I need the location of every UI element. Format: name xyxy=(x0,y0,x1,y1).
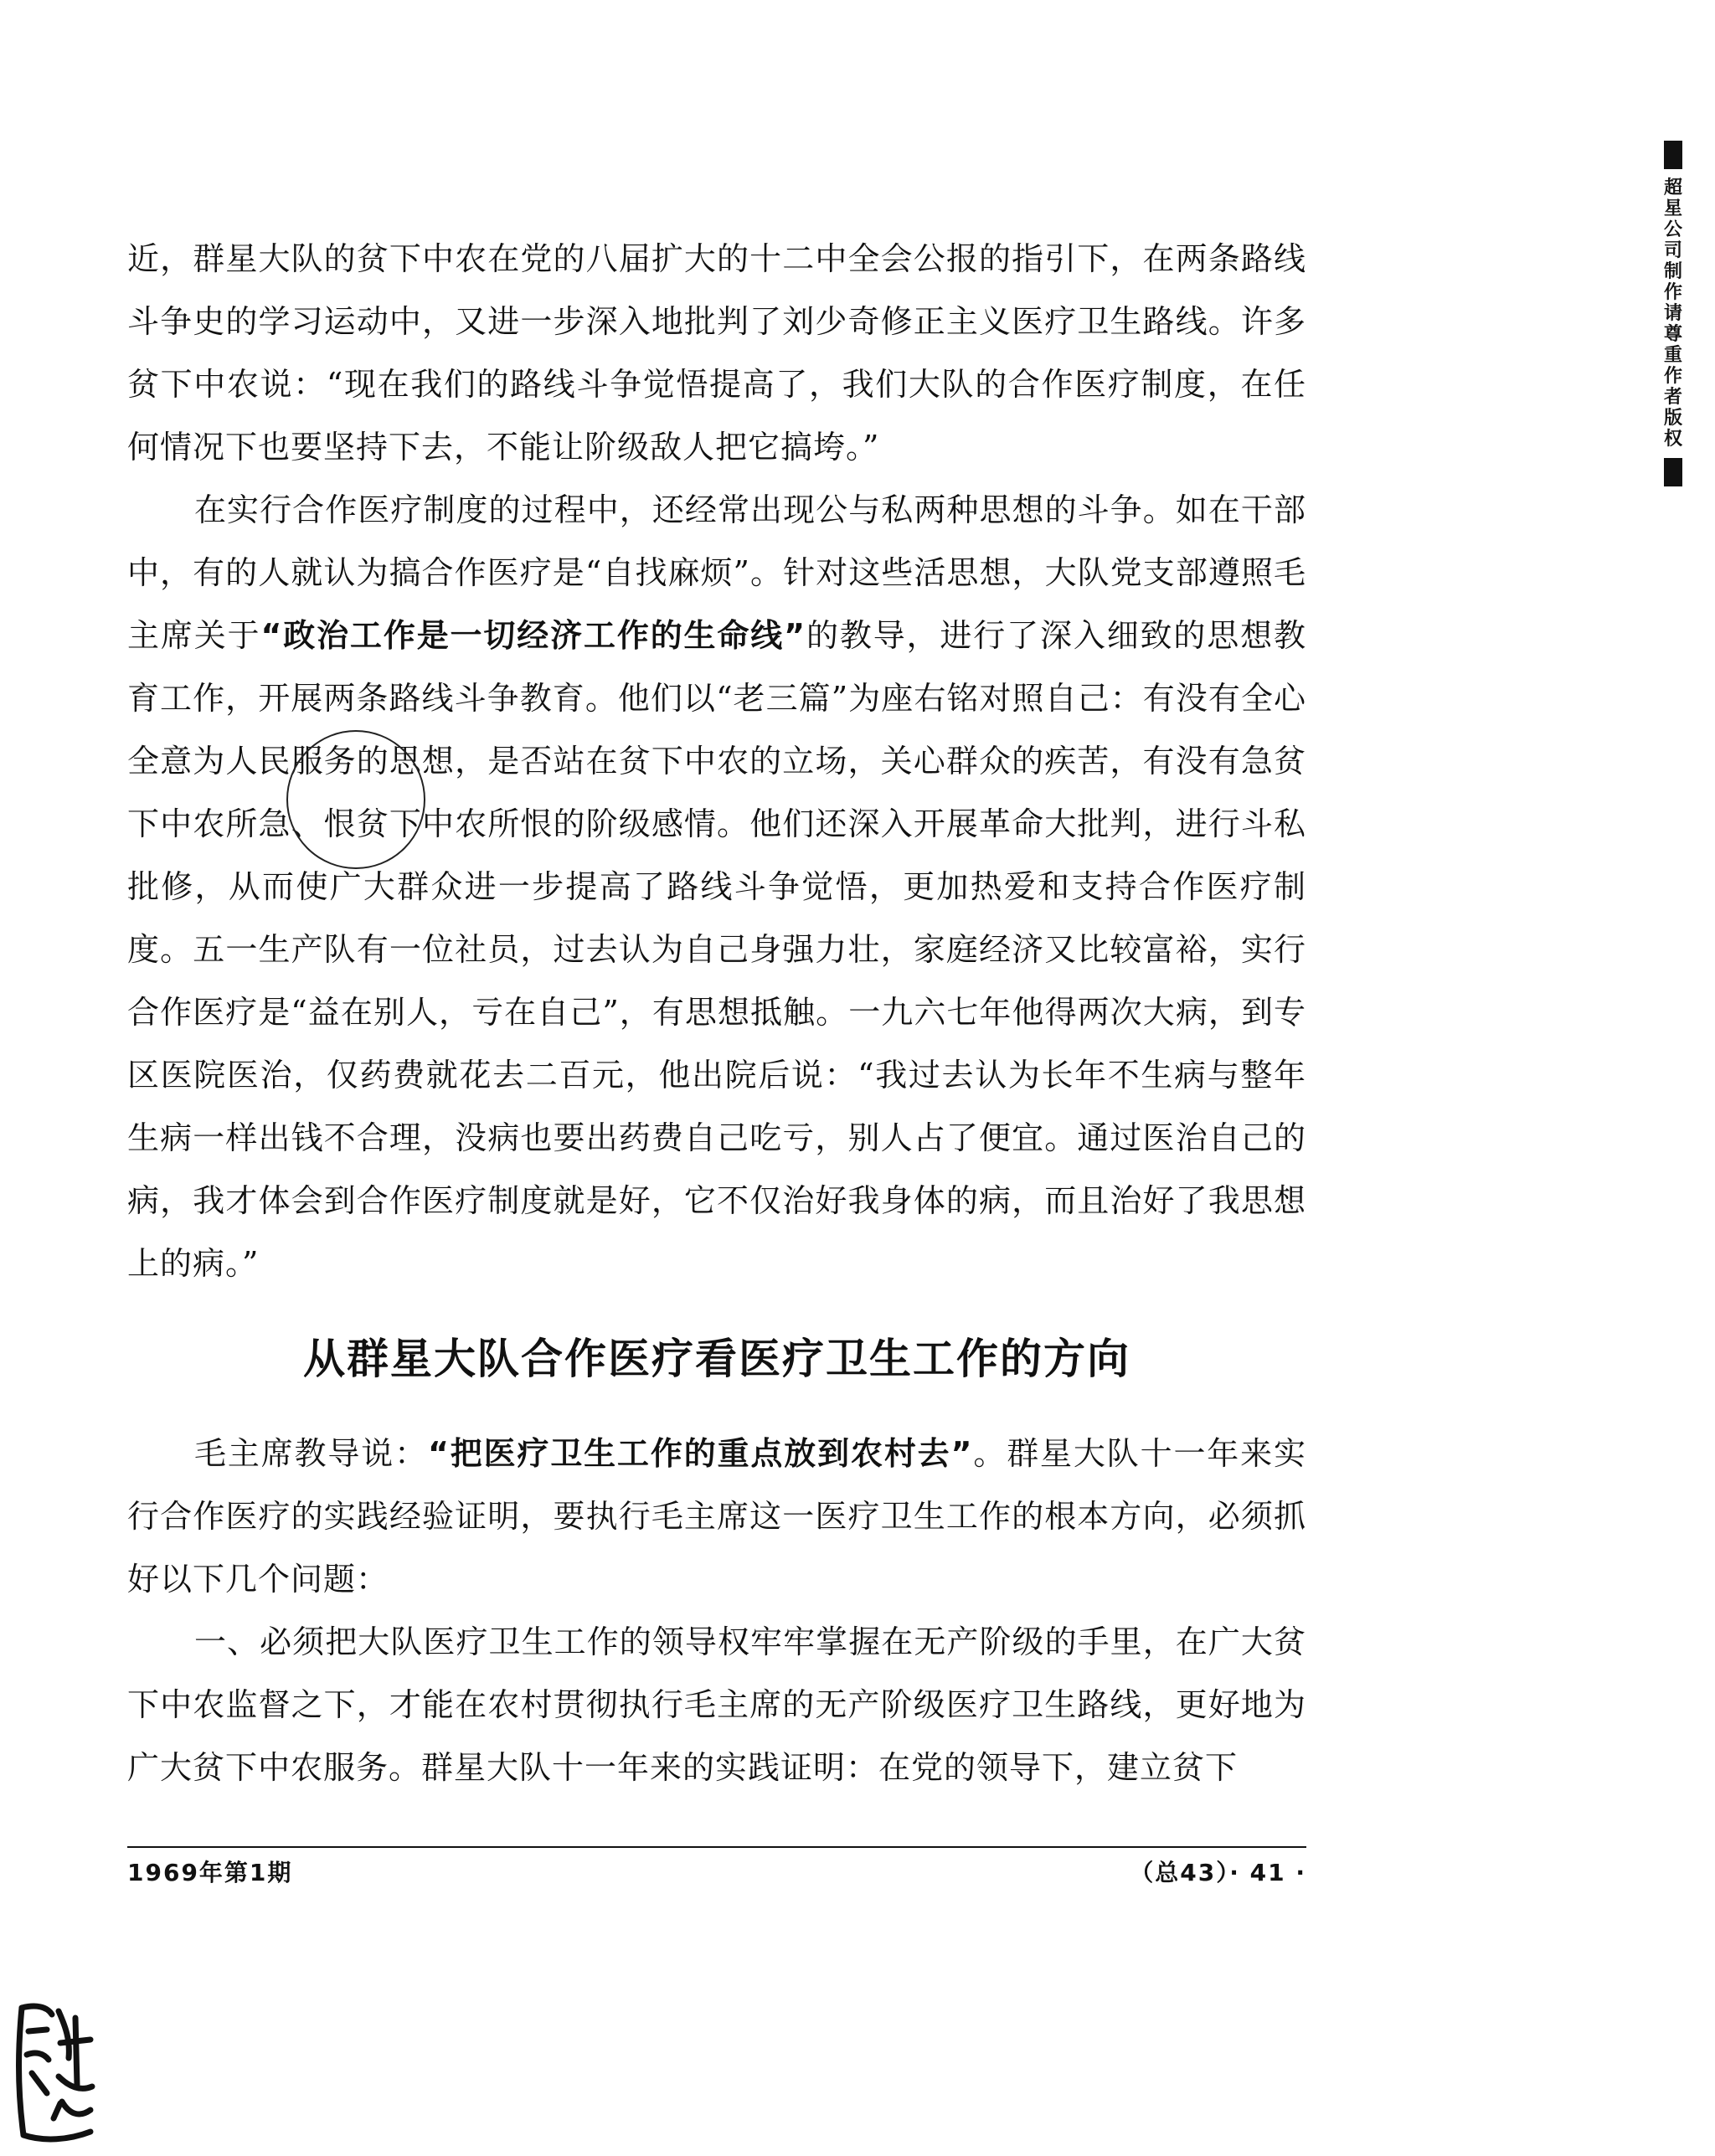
ink-circle-mark xyxy=(286,730,425,869)
paragraph-text: 在实行合作医疗制度的过程中，还经常出现公与私两种思想的斗争。如在干部中，有的人就认为搞合作医疗是“自找麻烦”。针对这些活思想，大队党支部遵照毛主席关于 xyxy=(127,491,1306,654)
page-number: （总43）· 41 · xyxy=(1130,1859,1306,1886)
paragraph-text: 一、必须把大队医疗卫生工作的领导权牢牢掌握在无产阶级的手里，在广大贫下中农监督之下，才能在农村贯彻执行毛主席的无产阶级医疗卫生路线，更好地为广大贫下中农服务。群星大队十一年来的实践证明：在党的领导下，建立贫下 xyxy=(127,1623,1306,1786)
footer-rule xyxy=(127,1846,1306,1848)
section-title: 从群星大队合作医疗看医疗卫生工作的方向 xyxy=(303,1335,1130,1383)
paragraph-list-section xyxy=(127,1423,1306,1799)
side-note-text: 超星公司制作请尊重作者版权 xyxy=(1663,178,1682,450)
paragraph-text: 。群星大队十一年来实行合作医疗的实践经验证明，要执行毛主席这一医疗卫生工作的根本方向，必须抓好以下几个问题： xyxy=(127,1435,1306,1598)
paragraph xyxy=(127,1611,1306,1799)
duxiu-seal-logo xyxy=(10,1993,102,2152)
copyright-side-note xyxy=(1656,141,1690,486)
emphasized-quote: “把医疗卫生工作的重点放到农村去” xyxy=(427,1435,973,1472)
side-note-bar-top xyxy=(1664,141,1682,169)
paragraph-text: 毛主席教导说： xyxy=(194,1435,428,1472)
issue-label: 1969年第1期 xyxy=(127,1859,293,1886)
paragraph-text: 的教导，进行了深入细致的思想教育工作，开展两条路线斗争教育。他们以“老三篇”为座右铭对照自己：有没有全心全意为人民服务的思想，是否站在贫下中农的立场，关心群众的疾苦，有没有急贫下中农所急、恨贫下中农所恨的阶级感情。他们还深入开展革命大批判，进行斗私批修，从而使广大群众进一步提高了路线斗争觉悟，更加热爱和支持合作医疗制度。五一生产队有一位社员，过去认为自己身强力壮，家庭经济又比较富裕，实行合作医疗是“益在别人，亏在自己”，有思想抵触。一九六七年他得两次大病，到专区医院医治，仅药费就花去二百元，他出院后说：“我过去认为长年不生病与整年生病一样出钱不合理，没病也要出药费自己吃亏，别人占了便宜。通过医治自己的病，我才体会到合作医疗制度就是好，它不仅治好我身体的病，而且治好了我思想上的病。” xyxy=(127,617,1306,1282)
paragraph xyxy=(127,1423,1306,1611)
emphasized-quote: “政治工作是一切经济工作的生命线” xyxy=(260,617,806,654)
paragraph xyxy=(127,479,1306,1295)
paragraph xyxy=(127,228,1306,479)
article-body xyxy=(127,228,1306,1799)
paragraph-text: 近，群星大队的贫下中农在党的八届扩大的十二中全会公报的指引下，在两条路线斗争史的学习运动中，又进一步深入地批判了刘少奇修正主义医疗卫生路线。许多贫下中农说：“现在我们的路线斗争觉悟提高了，我们大队的合作医疗制度，在任何情况下也要坚持下去，不能让阶级敌人把它搞垮。” xyxy=(127,240,1306,466)
side-note-bar-bottom xyxy=(1664,458,1682,486)
